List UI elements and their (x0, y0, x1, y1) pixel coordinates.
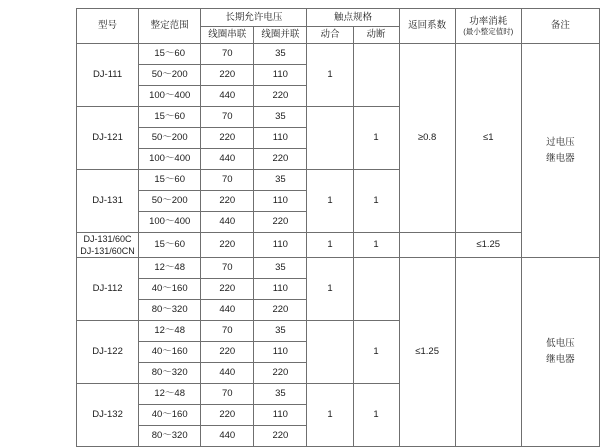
cell-model: DJ-122 (77, 321, 139, 384)
cell-contact-make: 1 (307, 170, 353, 233)
cell-return-coefficient: ≥0.8 (399, 44, 455, 233)
cell-model: DJ-121 (77, 107, 139, 170)
cell-series: 220 (201, 342, 254, 363)
cell-parallel: 220 (254, 86, 307, 107)
cell-model-line-2: DJ-131/60CN (80, 246, 135, 257)
table-header-row-1 (77, 9, 600, 27)
cell-contact-make: 1 (307, 233, 353, 258)
cell-parallel: 110 (254, 233, 307, 258)
cell-parallel: 110 (254, 405, 307, 426)
header-contact-make: 动合 (307, 27, 353, 44)
cell-power: ≤1 (455, 44, 521, 233)
cell-contact-break: 1 (353, 107, 399, 170)
cell-contact-break: 1 (353, 321, 399, 384)
cell-contact-break: 1 (353, 384, 399, 447)
header-power-consumption (455, 9, 521, 44)
relay-spec-table (76, 8, 600, 447)
header-power-consumption-sub: (最小整定值时) (463, 26, 514, 36)
cell-parallel: 110 (254, 342, 307, 363)
cell-range: 80～320 (139, 300, 201, 321)
cell-series: 220 (201, 279, 254, 300)
cell-model: DJ-131 (77, 170, 139, 233)
cell-range: 12～48 (139, 384, 201, 405)
cell-series: 440 (201, 212, 254, 233)
cell-series: 220 (201, 233, 254, 258)
table-row (77, 258, 600, 279)
cell-series: 220 (201, 128, 254, 149)
cell-contact-make (307, 321, 353, 384)
cell-range: 15～60 (139, 233, 201, 258)
cell-contact-break (353, 258, 399, 321)
cell-range: 15～60 (139, 170, 201, 191)
cell-return-coefficient: ≤1.25 (399, 258, 455, 447)
cell-series: 220 (201, 405, 254, 426)
header-coil-series: 线圈串联 (201, 27, 254, 44)
cell-series: 440 (201, 300, 254, 321)
cell-series: 440 (201, 363, 254, 384)
header-model: 型号 (77, 9, 139, 44)
cell-model: DJ-112 (77, 258, 139, 321)
remark-line-2: 继电器 (546, 354, 575, 366)
cell-model: DJ-132 (77, 384, 139, 447)
cell-parallel: 110 (254, 191, 307, 212)
cell-range: 50～200 (139, 128, 201, 149)
remark-line-1: 过电压 (546, 136, 575, 148)
cell-parallel: 220 (254, 149, 307, 170)
header-contact-spec: 触点规格 (307, 9, 399, 27)
cell-contact-make (307, 107, 353, 170)
cell-parallel: 110 (254, 279, 307, 300)
remark-line-1: 低电压 (546, 338, 575, 350)
header-return-coefficient: 返回系数 (399, 9, 455, 44)
cell-series: 220 (201, 65, 254, 86)
cell-parallel: 35 (254, 107, 307, 128)
cell-range: 12～48 (139, 321, 201, 342)
cell-return-coefficient (399, 233, 455, 258)
cell-range: 100～400 (139, 149, 201, 170)
cell-parallel: 35 (254, 321, 307, 342)
cell-model (77, 233, 139, 258)
cell-parallel: 110 (254, 65, 307, 86)
header-remark: 备注 (521, 9, 599, 44)
cell-remark (521, 44, 599, 258)
cell-parallel: 220 (254, 300, 307, 321)
cell-series: 70 (201, 107, 254, 128)
cell-parallel: 35 (254, 258, 307, 279)
cell-contact-break: 1 (353, 233, 399, 258)
cell-range: 15～60 (139, 107, 201, 128)
cell-contact-break: 1 (353, 170, 399, 233)
remark-line-2: 继电器 (546, 152, 575, 164)
cell-contact-break (353, 44, 399, 107)
cell-range: 100～400 (139, 212, 201, 233)
cell-parallel: 35 (254, 44, 307, 65)
cell-series: 70 (201, 170, 254, 191)
cell-remark (521, 258, 599, 447)
cell-range: 15～60 (139, 44, 201, 65)
cell-range: 80～320 (139, 363, 201, 384)
cell-range: 40～160 (139, 279, 201, 300)
header-power-consumption-main: 功率消耗 (469, 15, 508, 27)
cell-parallel: 35 (254, 384, 307, 405)
cell-range: 40～160 (139, 342, 201, 363)
cell-parallel: 220 (254, 212, 307, 233)
cell-series: 440 (201, 86, 254, 107)
header-contact-break: 动断 (353, 27, 399, 44)
cell-series: 70 (201, 384, 254, 405)
cell-parallel: 35 (254, 170, 307, 191)
cell-power (455, 258, 521, 447)
cell-series: 440 (201, 149, 254, 170)
header-coil-parallel: 线圈并联 (254, 27, 307, 44)
header-setting-range: 整定范围 (139, 9, 201, 44)
cell-range: 50～200 (139, 191, 201, 212)
cell-range: 100～400 (139, 86, 201, 107)
cell-series: 70 (201, 321, 254, 342)
header-long-term-voltage: 长期允许电压 (201, 9, 307, 27)
cell-series: 440 (201, 426, 254, 447)
cell-contact-make: 1 (307, 44, 353, 107)
cell-range: 40～160 (139, 405, 201, 426)
cell-power: ≤1.25 (455, 233, 521, 258)
cell-model: DJ-111 (77, 44, 139, 107)
cell-parallel: 220 (254, 363, 307, 384)
cell-model-line-1: DJ-131/60C (83, 234, 132, 244)
cell-range: 12～48 (139, 258, 201, 279)
cell-series: 70 (201, 258, 254, 279)
cell-range: 50～200 (139, 65, 201, 86)
cell-parallel: 110 (254, 128, 307, 149)
table-row (77, 233, 600, 258)
cell-parallel: 220 (254, 426, 307, 447)
cell-series: 220 (201, 191, 254, 212)
table-row (77, 44, 600, 65)
cell-range: 80～320 (139, 426, 201, 447)
cell-series: 70 (201, 44, 254, 65)
cell-contact-make: 1 (307, 258, 353, 321)
cell-contact-make: 1 (307, 384, 353, 447)
